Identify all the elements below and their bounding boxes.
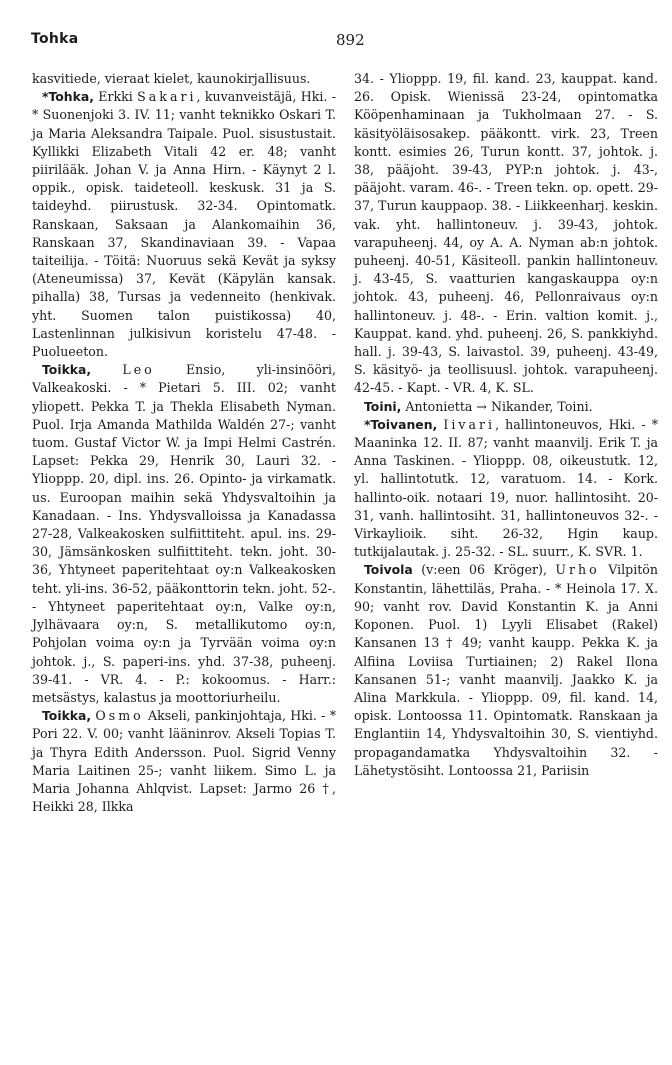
entry-headword: *Tohka, — [42, 89, 94, 105]
entry-headword: Toini, — [364, 398, 402, 414]
entry-toini — [354, 398, 658, 416]
entry-headword: Toikka, — [42, 362, 92, 378]
entry-headword: *Toivanen, — [364, 416, 438, 432]
entry-toivanen-iivari — [354, 416, 658, 562]
entry-toikka-osmo — [32, 707, 336, 816]
entry-called-name: Osmo — [95, 708, 144, 724]
entry-tohka-erkki — [32, 88, 336, 361]
entry-body: , hallintoneuvos, Hki. - * Maaninka 12. II. 87; vanht maanvilj. Erik T. ja Anna Taskinen. - Ylioppp. 08, oikeustutk. 12, yl. hallintotutk. 12, varatuom. 14. - Kork. hallinto-oik. notaari 19, nuor. hallintosiht. 20-31, vanh. hallintosiht. 31, hallintoneuvos 32-. - Virkaylioik. siht. 26-32, Hgin kaup. tutkijalautak. j. 25-32. - SL. suurr., K. SVR. 1. — [354, 416, 658, 560]
entry-continuation — [32, 70, 336, 88]
entry-headword: Toikka, — [42, 708, 92, 724]
entry-body: 34. - Ylioppp. 19, fil. kand. 23, kauppat. kand. 26. Opisk. Wienissä 23-24, opintomatka Kööpenhaminaan ja Tukholmaan 27. - S. käsityöläisosakep. pääkontt. virk. 23, Treen kontt. esimies 26, Turun kontt. 37, johtok. j. 38, pääjoht. 39-43, PYP:n johtok. j. 43-, pääjoht. varam. 46-. - Treen tekn. op. opett. 29-37, Turun kauppaop. 38. - Liikkeenharj. keskin. vak. yht. hallintoneuv. j. 39-43, johtok. varapuheenj. 44, oy A. A. Nyman ab:n johtok. puheenj. 40-51, Käsiteoll. pankin hallintoneuv. j. 43-45, S. vaatturien kangaskauppa oy:n johtok. 43, puheenj. 46, Pellonraivaus oy:n hallintoneuv. j. 48-. - Erin. valtion komit. j., Kauppat. kand. yhd. puheenj. 26, S. pankkiyhd. hall. j. 39-43, S. laivastol. 39, puheenj. 43-49, S. käsityö- ja teollisuusl. johtok. varapuheenj. 42-45. - Kapt. - VR. 4, K. SL. — [354, 71, 658, 396]
entry-called-name: Urho — [555, 562, 600, 578]
entry-called-name: Iivari — [443, 416, 496, 432]
entry-toivola-urho — [354, 561, 658, 779]
page-number: 892 — [336, 31, 365, 49]
entry-body: , kuvanveistäjä, Hki. - * Suonenjoki 3. IV. 11; vanht teknikko Oskari T. ja Maria Aleksandra Taipale. Puol. sisustustait. Kyllikki Elizabeth Vitali 42 er. 48; vanht piirilääk. Johan V. ja Anna Hirn. - Käynyt 2 l. oppik., opisk. taideteoll. keskusk. 31 ja S. taideyhd. piirustusk. 32-34. Opintomatk. Ranskaan, Saksaan ja Alankomaihin 36, Ranskaan 37, Skandinaviaan 39. - Vapaa taiteilija. - Töitä: Nuoruus sekä Kevät ja syksy (Ateneumissa) 37, Kevät (Käpylän kansak. pihalla) 38, Tursas ja vedenneito (henkivak. yht. Suomen talon puistikossa) 40, Lastenlinnan julkisivun koristelu 47-48. - Puolueeton. — [32, 89, 337, 360]
page-header — [31, 31, 650, 53]
entry-toikka-leo — [32, 361, 336, 707]
right-column — [354, 70, 658, 780]
entry-given-name: (v:een 06 Kröger), — [412, 562, 556, 578]
entry-body: Vilpitön Konstantin, lähettiläs, Praha. - * Heinola 17. X. 90; vanht rov. David Konstantin K. ja Anni Koponen. Puol. 1) Lyyli Elisabet (Rakel) Kansanen 13 † 49; vanht kaupp. Pekka K. ja Alfiina Loviisa Turtiainen; 2) Rakel Ilona Kansanen 51-; vanht maanvilj. Jaakko K. ja Alina Markkula. - Ylioppp. 09, fil. kand. 14, opisk. Lontoossa 11. Opintomatk. Ranskaan ja Englantiin 14, Yhdysvaltoihin 30, S. vientiyhd. propagandamatka Yhdysvaltoihin 32. - Lähetystösiht. Lontoossa 21, Pariisin — [354, 562, 658, 778]
entry-called-name: Leo — [122, 362, 155, 378]
entry-called-name: Sakari — [137, 89, 197, 105]
entry-body: Ensio, yli-insinööri, Valkeakoski. - * Pietari 5. III. 02; vanht yliopett. Pekka T. ja Thekla Elisabeth Nyman. Puol. Irja Amanda Mathilda Waldén 27-; vanht tuom. Gustaf Victor W. ja Impi Helmi Castrén. Lapset: Pekka 29, Henrik 30, Lauri 32. - Ylioppp. 20, dipl. ins. 26. Opinto- ja virkamatk. us. Euroopan maihin sekä Yhdysvaltoihin ja Kanadaan. - Ins. Yhdysvalloissa ja Kanadassa 27-28, Valkeakosken sulfiittiteht. apul. ins. 29-30, Jämsänkosken sulfiittiteht. tekn. joht. 30-36, Yhtyneet paperitehtaat oy:n Valkeakosken teht. yli-ins. 36-52, pääkonttorin tekn. joht. 52-. - Yhtyneet paperitehtaat oy:n, Valke oy:n, Jylhävaara oy:n, S. metallikutomo oy:n, Pohjolan voima oy:n ja Tyrvään voima oy:n johtok. j., S. paperi-ins. yhd. 37-38, puheenj. 39-41. - VR. 4. - P.: kokoomus. - Harr.: metsästys, kalastus ja moottoriurheilu. — [32, 362, 336, 705]
entry-body: Akseli, pankinjohtaja, Hki. - * Pori 22. V. 00; vanht lääninrov. Akseli Topias T. ja Thyra Edith Andersson. Puol. Sigrid Venny Maria Laitinen 25-; vanht liikem. Simo L. ja Maria Johanna Ahlqvist. Lapset: Jarmo 26 †, Heikki 28, Ilkka — [32, 708, 336, 815]
running-head: Tohka — [31, 31, 79, 47]
entry-body: kasvitiede, vieraat kielet, kaunokirjallisuus. — [32, 71, 311, 86]
entry-given-name — [91, 362, 122, 377]
entry-body: Antonietta → Nikander, Toini. — [401, 398, 593, 414]
entry-headword: Toivola — [364, 562, 413, 578]
left-column — [32, 70, 336, 816]
entry-continuation — [354, 70, 658, 398]
entry-given-name: Erkki — [93, 89, 138, 105]
